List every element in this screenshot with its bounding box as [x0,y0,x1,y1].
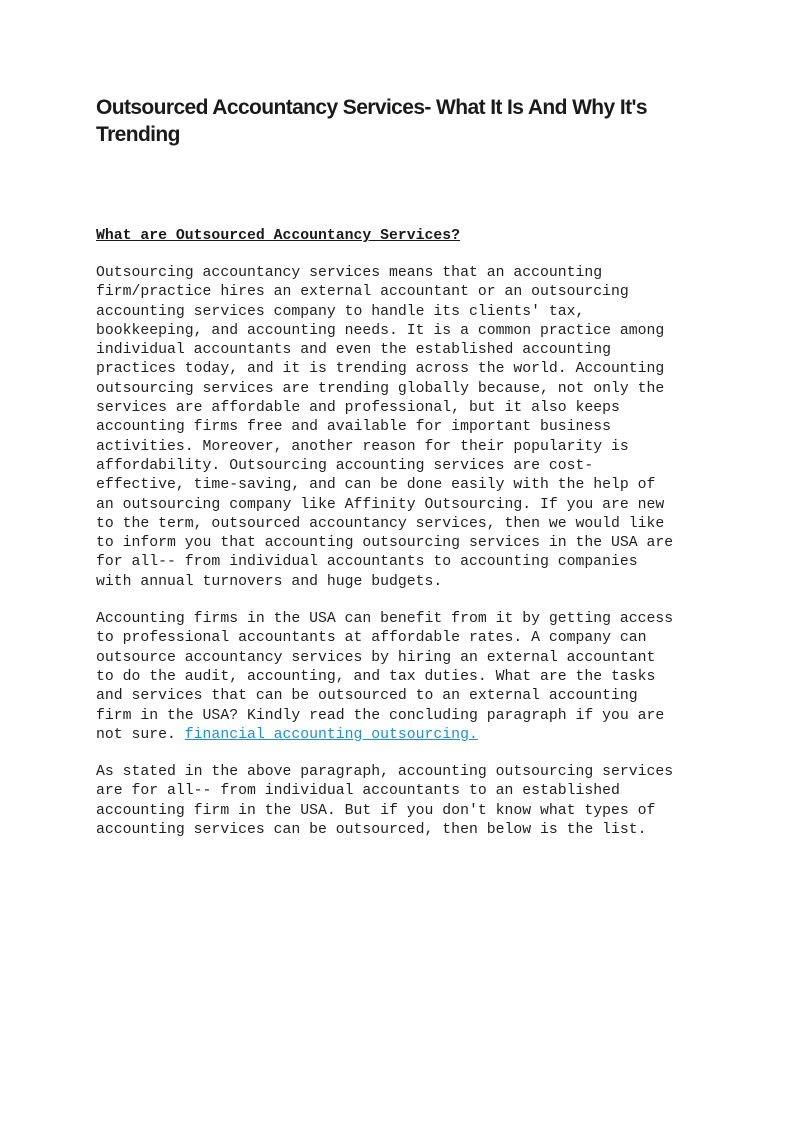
paragraph-3: As stated in the above paragraph, accounting outsourcing services are for all-- from individual accountants to an established accounting firm in the USA. But if you don't know what types of accounting services can be outsourced, then below is the list. [96,764,674,839]
section-heading: What are Outsourced Accountancy Services? [96,228,461,244]
financial-accounting-outsourcing-link[interactable]: financial accounting outsourcing. [184,726,478,743]
paragraph-2-text: Accounting firms in the USA can benefit from it by getting access to professional accountants at affordable rates. A company can outsource accountancy services by hiring an external accountant to do the audit, accounting, and tax duties. What are the tasks and services that can be outsourced to an external accounting firm in the USA? Kindly read the concluding paragraph if you are not sure. [96,611,674,743]
document-page [96,94,706,840]
document-title: Outsourced Accountancy Services- What It Is And Why It's Trending [96,96,647,146]
paragraph-2 [96,610,706,745]
paragraph-1: Outsourcing accountancy services means that an accounting firm/practice hires an external accountant or an outsourcing accounting services company to handle its clients' tax, bookkeeping, and accounting needs. It is a common practice among individual accountants and even the established accounting practices today, and it is trending across the world. Accounting outsourcing services are trending globally because, not only the services are affordable and professional, but it also keeps accounting firms free and available for important business activities. Moreover, another reason for their popularity is affordability. Outsourcing accounting services are cost- effective, time-saving, and can be done easily with the help of an outsourcing company like Affinity Outsourcing. If you are new to the term, outsourced accountancy services, then we would like to inform you that accounting outsourcing services in the USA are for all-- from individual accountants to accounting companies with annual turnovers and huge budgets. [96,265,674,590]
